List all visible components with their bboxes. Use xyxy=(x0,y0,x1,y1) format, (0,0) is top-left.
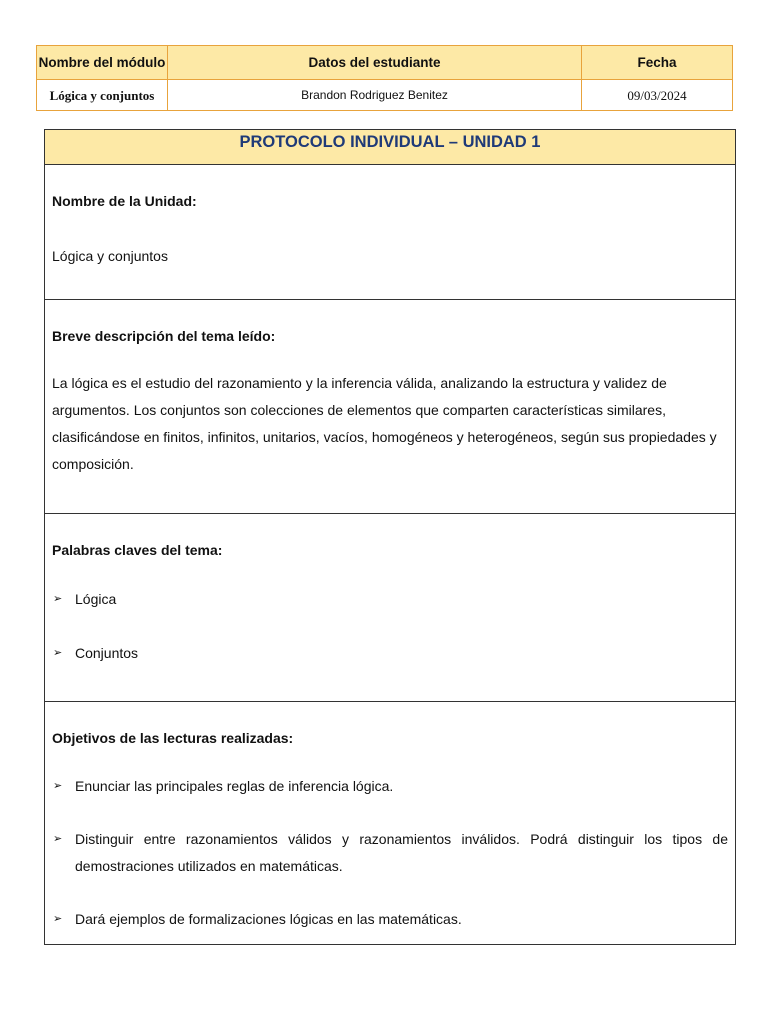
list-item xyxy=(52,640,728,667)
objectives-section xyxy=(45,702,735,944)
arrow-bullet-icon: ➢ xyxy=(53,913,63,925)
keywords-label: Palabras claves del tema: xyxy=(52,542,223,558)
objective-text: Distinguir entre razonamientos válidos y razonamientos inválidos. Podrá distinguir los tipos de demostraciones utilizados en matemáticas. xyxy=(75,831,728,874)
keywords-section xyxy=(45,514,735,702)
description-section xyxy=(45,300,735,514)
module-value: Lógica y conjuntos xyxy=(37,80,168,111)
arrow-bullet-icon: ➢ xyxy=(53,593,63,605)
arrow-bullet-icon: ➢ xyxy=(53,833,63,845)
list-item xyxy=(52,773,728,800)
unit-name-value: Lógica y conjuntos xyxy=(52,248,168,264)
header-row xyxy=(37,46,733,80)
arrow-bullet-icon: ➢ xyxy=(53,647,63,659)
col-date-header: Fecha xyxy=(582,46,733,80)
list-item xyxy=(52,826,728,880)
keyword-text: Conjuntos xyxy=(75,645,139,661)
protocol-title: PROTOCOLO INDIVIDUAL – UNIDAD 1 xyxy=(45,130,735,165)
keywords-list xyxy=(52,559,728,667)
student-value: Brandon Rodriguez Benitez xyxy=(168,80,582,111)
objectives-list xyxy=(52,747,728,933)
arrow-bullet-icon: ➢ xyxy=(53,780,63,792)
header-table xyxy=(36,45,733,111)
list-item xyxy=(52,906,728,933)
value-row xyxy=(37,80,733,111)
protocol-box xyxy=(44,129,736,945)
objective-text: Dará ejemplos de formalizaciones lógicas en las matemáticas. xyxy=(75,911,462,927)
objective-text: Enunciar las principales reglas de inferencia lógica. xyxy=(75,778,394,794)
description-label: Breve descripción del tema leído: xyxy=(52,328,276,344)
unit-name-section xyxy=(45,165,735,300)
list-item xyxy=(52,586,728,613)
date-value: 09/03/2024 xyxy=(582,80,733,111)
keyword-text: Lógica xyxy=(75,591,117,607)
col-student-header: Datos del estudiante xyxy=(168,46,582,80)
col-module-header: Nombre del módulo xyxy=(37,46,168,80)
unit-name-label: Nombre de la Unidad: xyxy=(52,193,197,209)
objectives-label: Objetivos de las lecturas realizadas: xyxy=(52,730,294,746)
description-text: La lógica es el estudio del razonamiento y la inferencia válida, analizando la estructura y validez de argumentos. Los conjuntos son colecciones de elementos que comparten características similares, clasificándose en finitos, infinitos, unitarios, vacíos, homogéneos y heterogéneos, según sus propiedades y composición. xyxy=(52,375,717,472)
